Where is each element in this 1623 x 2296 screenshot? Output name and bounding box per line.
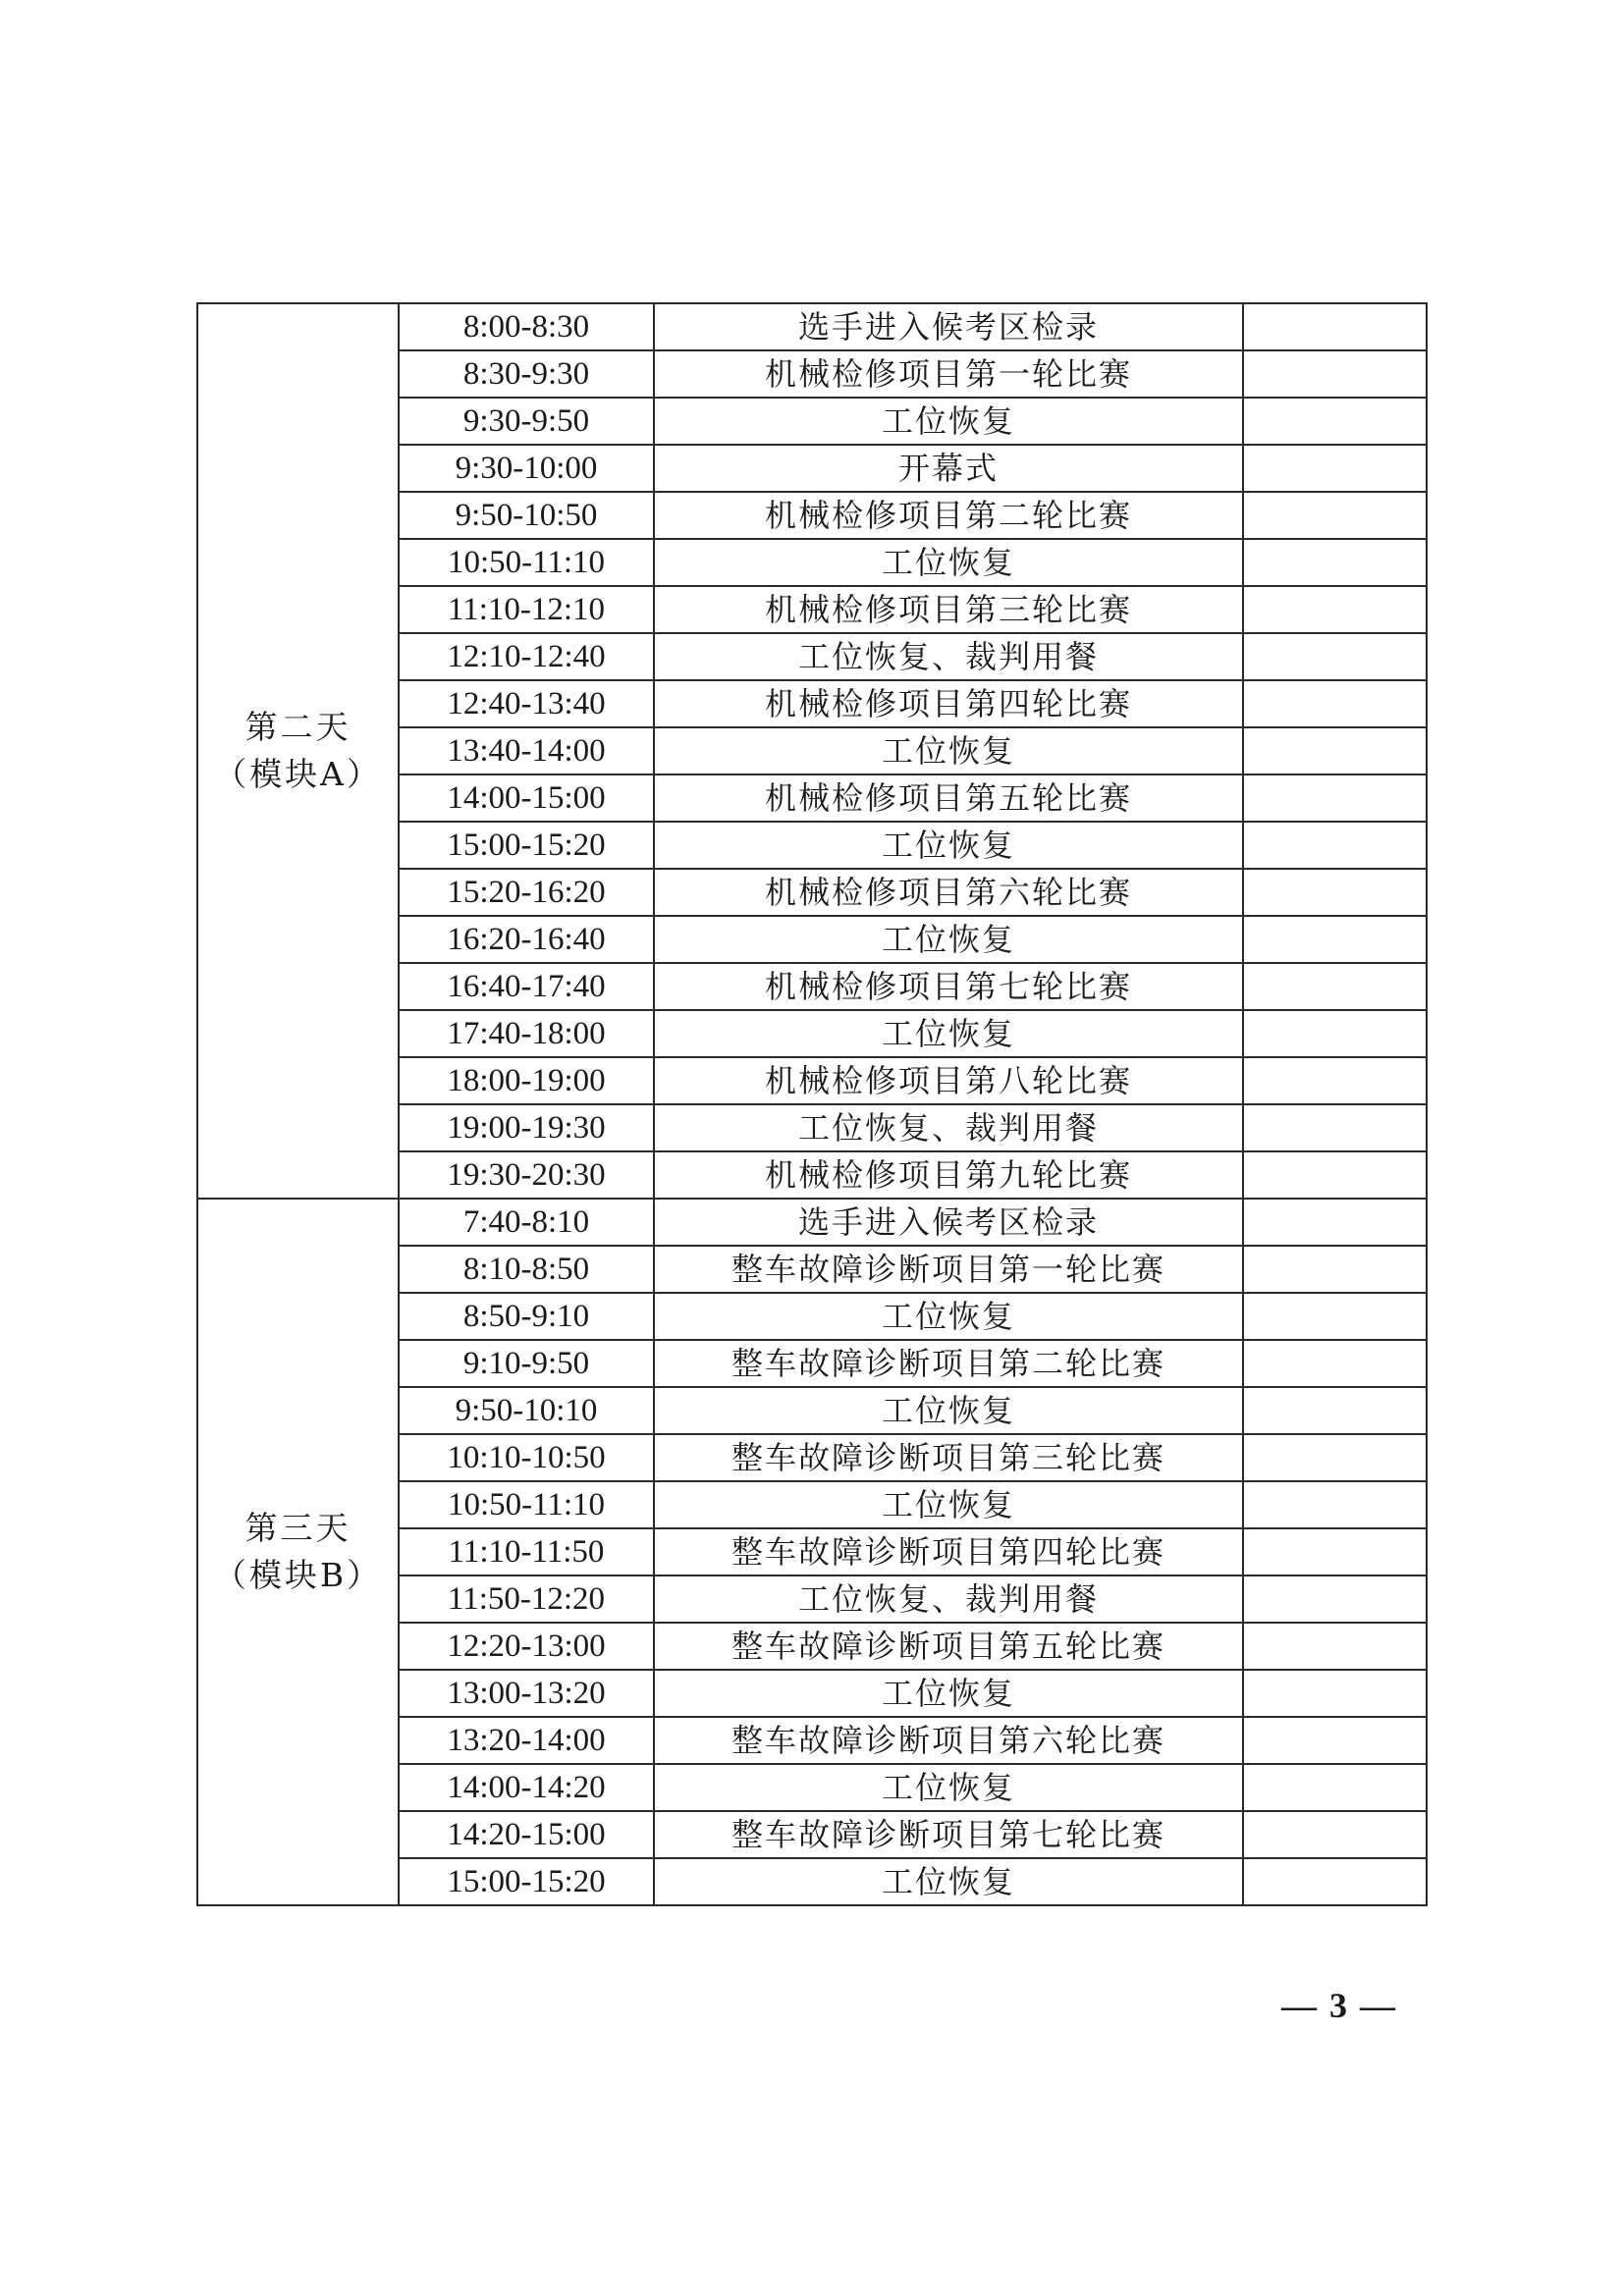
day-label: 第二天: [244, 708, 352, 747]
module-label: （模块A）: [214, 755, 382, 793]
event-cell: 选手进入候考区检录: [654, 303, 1243, 350]
note-cell: [1243, 1858, 1427, 1905]
event-cell: 工位恢复: [654, 1387, 1243, 1434]
time-cell: 8:50-9:10: [399, 1293, 654, 1340]
note-cell: [1243, 492, 1427, 539]
page-number: — 3 —: [1281, 1986, 1397, 2025]
time-cell: 13:00-13:20: [399, 1670, 654, 1717]
time-cell: 16:40-17:40: [399, 963, 654, 1010]
time-cell: 9:30-10:00: [399, 445, 654, 492]
event-cell: 整车故障诊断项目第五轮比赛: [654, 1623, 1243, 1670]
note-cell: [1243, 963, 1427, 1010]
time-cell: 7:40-8:10: [399, 1199, 654, 1246]
event-cell: 整车故障诊断项目第四轮比赛: [654, 1528, 1243, 1575]
note-cell: [1243, 774, 1427, 822]
event-cell: 工位恢复: [654, 398, 1243, 445]
event-cell: 机械检修项目第二轮比赛: [654, 492, 1243, 539]
time-cell: 19:00-19:30: [399, 1104, 654, 1151]
time-cell: 9:50-10:10: [399, 1387, 654, 1434]
note-cell: [1243, 916, 1427, 963]
event-cell: 工位恢复、裁判用餐: [654, 1575, 1243, 1623]
time-cell: 11:10-11:50: [399, 1528, 654, 1575]
event-cell: 机械检修项目第四轮比赛: [654, 680, 1243, 727]
note-cell: [1243, 633, 1427, 680]
time-cell: 15:00-15:20: [399, 1858, 654, 1905]
event-cell: 机械检修项目第九轮比赛: [654, 1151, 1243, 1199]
table-row: [197, 1199, 1427, 1246]
note-cell: [1243, 1764, 1427, 1811]
event-cell: 机械检修项目第五轮比赛: [654, 774, 1243, 822]
time-cell: 9:30-9:50: [399, 398, 654, 445]
time-cell: 8:00-8:30: [399, 303, 654, 350]
time-cell: 8:10-8:50: [399, 1246, 654, 1293]
event-cell: 工位恢复: [654, 1293, 1243, 1340]
note-cell: [1243, 398, 1427, 445]
schedule-body: [197, 303, 1427, 1905]
note-cell: [1243, 1199, 1427, 1246]
note-cell: [1243, 539, 1427, 586]
event-cell: 工位恢复: [654, 1764, 1243, 1811]
note-cell: [1243, 1623, 1427, 1670]
time-cell: 12:20-13:00: [399, 1623, 654, 1670]
time-cell: 11:10-12:10: [399, 586, 654, 633]
event-cell: 工位恢复: [654, 1670, 1243, 1717]
day-label: 第三天: [244, 1509, 352, 1548]
day-cell: [197, 303, 399, 1199]
time-cell: 15:20-16:20: [399, 869, 654, 916]
note-cell: [1243, 1717, 1427, 1764]
event-cell: 整车故障诊断项目第三轮比赛: [654, 1434, 1243, 1481]
event-cell: 整车故障诊断项目第七轮比赛: [654, 1811, 1243, 1858]
time-cell: 17:40-18:00: [399, 1010, 654, 1057]
table-row: [197, 303, 1427, 350]
note-cell: [1243, 1387, 1427, 1434]
time-cell: 10:50-11:10: [399, 1481, 654, 1528]
event-cell: 工位恢复: [654, 1858, 1243, 1905]
note-cell: [1243, 1293, 1427, 1340]
event-cell: 工位恢复: [654, 822, 1243, 869]
note-cell: [1243, 869, 1427, 916]
note-cell: [1243, 350, 1427, 398]
time-cell: 18:00-19:00: [399, 1057, 654, 1104]
time-cell: 14:20-15:00: [399, 1811, 654, 1858]
note-cell: [1243, 586, 1427, 633]
event-cell: 工位恢复: [654, 727, 1243, 774]
time-cell: 12:40-13:40: [399, 680, 654, 727]
event-cell: 整车故障诊断项目第六轮比赛: [654, 1717, 1243, 1764]
time-cell: 11:50-12:20: [399, 1575, 654, 1623]
note-cell: [1243, 680, 1427, 727]
time-cell: 13:40-14:00: [399, 727, 654, 774]
time-cell: 12:10-12:40: [399, 633, 654, 680]
event-cell: 工位恢复: [654, 1010, 1243, 1057]
time-cell: 8:30-9:30: [399, 350, 654, 398]
event-cell: 机械检修项目第六轮比赛: [654, 869, 1243, 916]
note-cell: [1243, 822, 1427, 869]
event-cell: 工位恢复: [654, 1481, 1243, 1528]
event-cell: 开幕式: [654, 445, 1243, 492]
note-cell: [1243, 1340, 1427, 1387]
time-cell: 10:10-10:50: [399, 1434, 654, 1481]
time-cell: 16:20-16:40: [399, 916, 654, 963]
note-cell: [1243, 445, 1427, 492]
event-cell: 机械检修项目第七轮比赛: [654, 963, 1243, 1010]
note-cell: [1243, 1434, 1427, 1481]
time-cell: 19:30-20:30: [399, 1151, 654, 1199]
event-cell: 工位恢复: [654, 539, 1243, 586]
module-label: （模块B）: [213, 1556, 383, 1594]
time-cell: 9:10-9:50: [399, 1340, 654, 1387]
note-cell: [1243, 1481, 1427, 1528]
time-cell: 15:00-15:20: [399, 822, 654, 869]
event-cell: 机械检修项目第三轮比赛: [654, 586, 1243, 633]
event-cell: 机械检修项目第八轮比赛: [654, 1057, 1243, 1104]
event-cell: 机械检修项目第一轮比赛: [654, 350, 1243, 398]
event-cell: 整车故障诊断项目第二轮比赛: [654, 1340, 1243, 1387]
note-cell: [1243, 727, 1427, 774]
note-cell: [1243, 1575, 1427, 1623]
time-cell: 13:20-14:00: [399, 1717, 654, 1764]
event-cell: 工位恢复: [654, 916, 1243, 963]
event-cell: 工位恢复、裁判用餐: [654, 1104, 1243, 1151]
time-cell: 14:00-15:00: [399, 774, 654, 822]
note-cell: [1243, 303, 1427, 350]
time-cell: 10:50-11:10: [399, 539, 654, 586]
event-cell: 工位恢复、裁判用餐: [654, 633, 1243, 680]
note-cell: [1243, 1528, 1427, 1575]
time-cell: 14:00-14:20: [399, 1764, 654, 1811]
note-cell: [1243, 1104, 1427, 1151]
event-cell: 选手进入候考区检录: [654, 1199, 1243, 1246]
event-cell: 整车故障诊断项目第一轮比赛: [654, 1246, 1243, 1293]
note-cell: [1243, 1246, 1427, 1293]
note-cell: [1243, 1811, 1427, 1858]
day-cell: [197, 1199, 399, 1905]
time-cell: 9:50-10:50: [399, 492, 654, 539]
note-cell: [1243, 1010, 1427, 1057]
note-cell: [1243, 1151, 1427, 1199]
note-cell: [1243, 1057, 1427, 1104]
note-cell: [1243, 1670, 1427, 1717]
schedule-table: [196, 302, 1428, 1906]
